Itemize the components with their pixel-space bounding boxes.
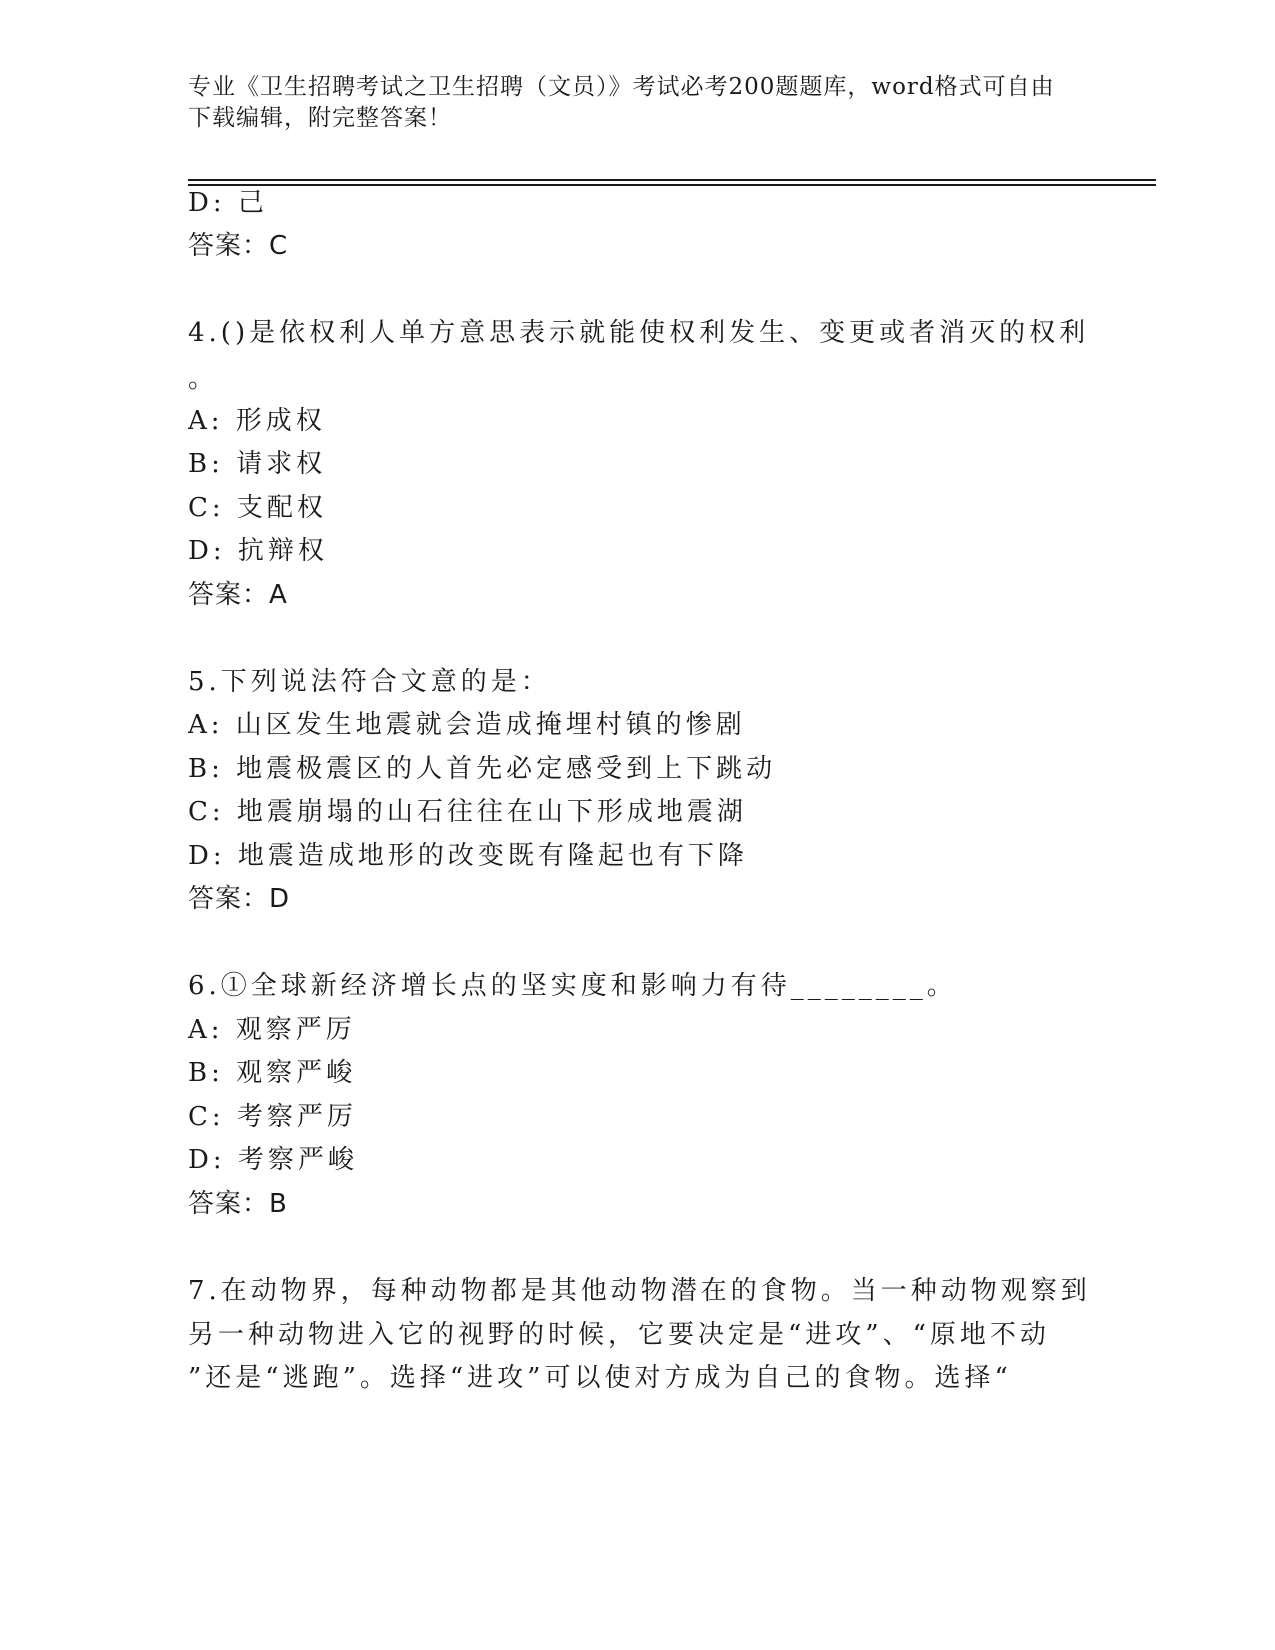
header-rule-top [188,179,1156,181]
q5-option-a: A: 山区发生地震就会造成掩埋村镇的惨剧 [188,710,746,740]
q4-option-d: D: 抗辩权 [188,536,328,566]
q6-stem: 6.①全球新经济增长点的坚实度和影响力有待________。 [188,971,957,1001]
q6-option-c: C: 考察严厉 [188,1102,357,1132]
q4-stem-line1: 4.()是依权利人单方意思表示就能使权利发生、变更或者消灭的权利 [188,318,1090,348]
q3-answer: 答案：C [188,231,289,261]
q5-stem: 5.下列说法符合文意的是： [188,667,551,697]
q7-stem-line2: 另一种动物进入它的视野的时候，它要决定是“进攻”、“原地不动 [188,1320,1050,1350]
header-rule-bottom [188,184,1156,186]
q5-option-c: C: 地震崩塌的山石往往在山下形成地震湖 [188,797,747,827]
q5-option-d: D: 地震造成地形的改变既有隆起也有下降 [188,841,748,871]
q6-option-b: B: 观察严峻 [188,1058,357,1088]
q5-answer: 答案：D [188,884,291,914]
q3-option-d: D: 己 [188,188,268,218]
q6-answer: 答案：B [188,1189,288,1219]
q4-stem-line2: 。 [188,364,219,394]
q4-option-b: B: 请求权 [188,449,327,479]
q4-option-c: C: 支配权 [188,493,327,523]
q7-stem-line3: ”还是“逃跑”。选择“进攻”可以使对方成为自己的食物。选择“ [188,1363,1012,1393]
q6-option-d: D: 考察严峻 [188,1145,358,1175]
q5-option-b: B: 地震极震区的人首先必定感受到上下跳动 [188,754,777,784]
q4-answer: 答案：A [188,580,288,610]
q6-option-a: A: 观察严厉 [188,1015,356,1045]
q4-option-a: A: 形成权 [188,406,326,436]
q7-stem-line1: 7.在动物界，每种动物都是其他动物潜在的食物。当一种动物观察到 [188,1276,1091,1306]
document-header: 专业《卫生招聘考试之卫生招聘（文员）》考试必考200题题库，word格式可自由下载编辑，附完整答案！ [188,74,1055,131]
